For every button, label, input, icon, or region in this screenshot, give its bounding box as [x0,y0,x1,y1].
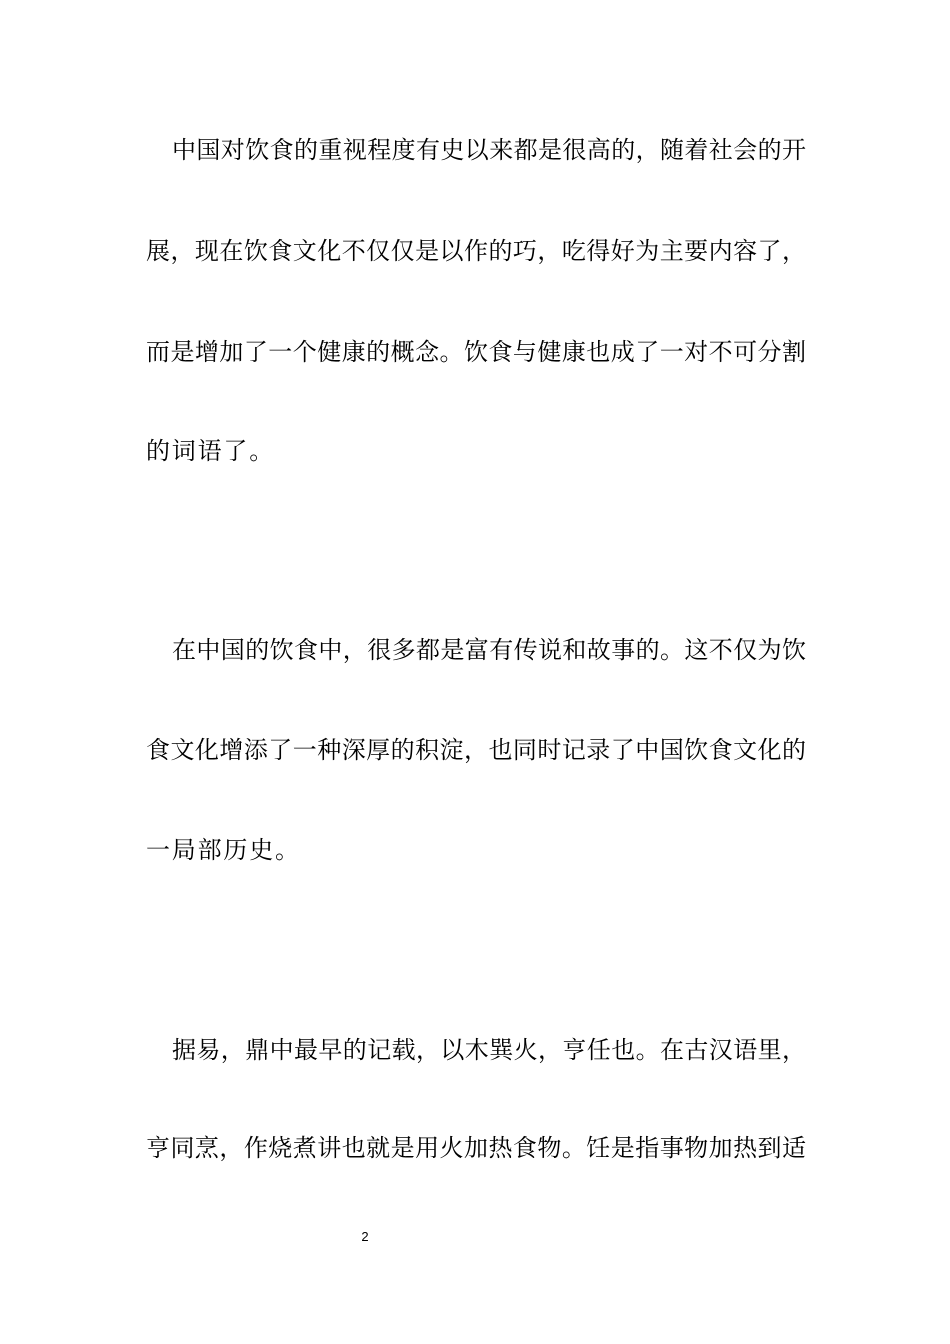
paragraph-line: 食文化增添了一种深厚的积淀，也同时记录了中国饮食文化的 [146,736,806,764]
paragraph-line: 的词语了。 [146,437,275,465]
paragraph-line: 而是增加了一个健康的概念。饮食与健康也成了一对不可分割 [146,338,806,366]
paragraph-line: 在中国的饮食中，很多都是富有传说和故事的。这不仅为饮 [172,636,806,664]
page-number: 2 [361,1229,369,1244]
paragraph-line: 亨同烹，作烧煮讲也就是用火加热食物。饪是指事物加热到适 [146,1134,806,1162]
paragraph-line: 展，现在饮食文化不仅仅是以作的巧，吃得好为主要内容了， [146,237,806,265]
paragraph-line: 中国对饮食的重视程度有史以来都是很高的，随着社会的开 [172,136,806,164]
paragraph-line: 据易，鼎中最早的记载，以木巽火，亨任也。在古汉语里， [172,1036,806,1064]
paragraph-line: 一局部历史。 [146,836,301,864]
